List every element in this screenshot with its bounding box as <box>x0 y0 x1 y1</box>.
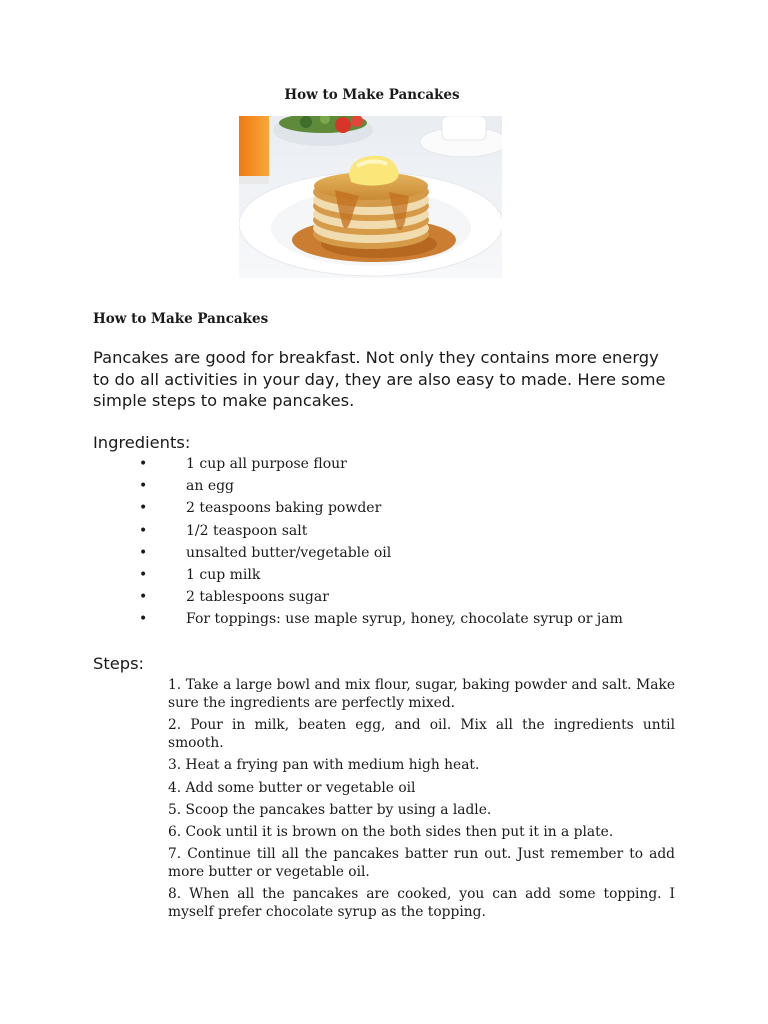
step-item: 4. Add some butter or vegetable oil <box>168 779 416 796</box>
document-title: How to Make Pancakes <box>284 87 460 103</box>
step-item: 5. Scoop the pancakes batter by using a ladle. <box>168 801 492 818</box>
intro-paragraph: Pancakes are good for breakfast. Not only they contains more energy to do all activities in your day, they are also easy to made. Here some simple steps to make pancakes. <box>93 348 666 410</box>
bullet-icon: • <box>139 500 148 517</box>
bullet-icon: • <box>139 611 148 628</box>
ingredient-item: • For toppings: use maple syrup, honey, chocolate syrup or jam <box>139 611 623 628</box>
step-item: 8. When all the pancakes are cooked, you can add some topping. I myself prefer chocolate syrup as the topping. <box>168 886 675 921</box>
pancake-stack-photo <box>239 116 502 278</box>
ingredient-item: • 1/2 teaspoon salt <box>139 522 308 539</box>
ingredient-item: • 2 tablespoons sugar <box>139 589 329 606</box>
steps-list <box>168 676 675 926</box>
bullet-icon: • <box>139 589 148 606</box>
bullet-icon: • <box>139 522 148 539</box>
ingredient-item: • an egg <box>139 478 235 495</box>
step-item: 6. Cook until it is brown on the both sides then put it in a plate. <box>168 823 614 840</box>
ingredients-label: Ingredients: <box>93 433 191 452</box>
bullet-icon: • <box>139 478 148 495</box>
bullet-icon: • <box>139 456 148 472</box>
step-item: 1. Take a large bowl and mix flour, sugar, baking powder and salt. Make sure the ingredients are perfectly mixed. <box>168 677 675 711</box>
bullet-icon: • <box>139 544 148 561</box>
ingredient-item: • 2 teaspoons baking powder <box>139 500 382 517</box>
section-heading: How to Make Pancakes <box>93 311 269 327</box>
ingredients-list <box>0 454 700 632</box>
ingredient-item: • unsalted butter/vegetable oil <box>139 544 392 561</box>
step-item: 7. Continue till all the pancakes batter run out. Just remember to add more butter or vegetable oil. <box>168 846 675 881</box>
bullet-icon: • <box>139 566 148 583</box>
ingredient-item: • 1 cup milk <box>139 566 261 583</box>
steps-label: Steps: <box>93 654 145 673</box>
step-item: 3. Heat a frying pan with medium high heat. <box>168 757 480 774</box>
step-item: 2. Pour in milk, beaten egg, and oil. Mix all the ingredients until smooth. <box>168 717 675 752</box>
ingredient-item: • 1 cup all purpose flour <box>139 456 347 472</box>
